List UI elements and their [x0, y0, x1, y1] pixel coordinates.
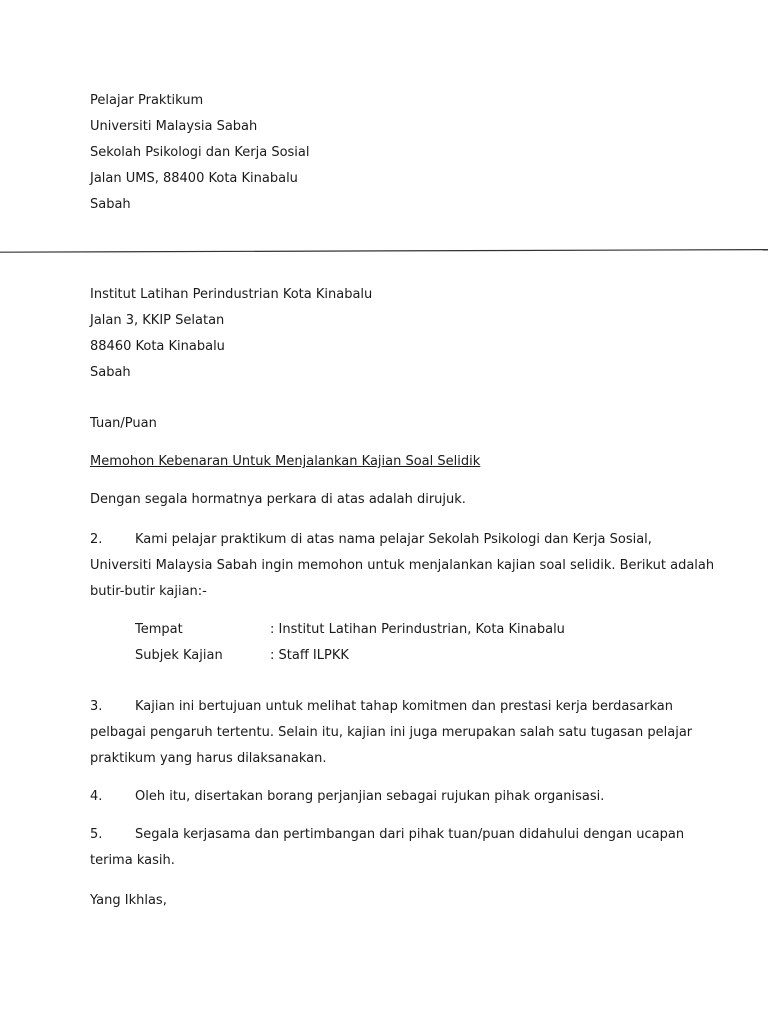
closing: Yang Ikhlas,	[90, 893, 167, 908]
detail-value: : Staff ILPKK	[270, 648, 349, 663]
recipient-line-3: 88460 Kota Kinabalu	[90, 339, 225, 354]
recipient-line-2: Jalan 3, KKIP Selatan	[90, 313, 225, 328]
paragraph-number: 5.	[90, 827, 103, 842]
detail-label: Subjek Kajian	[135, 648, 223, 663]
paragraph-4-line-1: Oleh itu, disertakan borang perjanjian sebagai rujukan pihak organisasi.	[135, 789, 605, 804]
paragraph-number: 3.	[90, 699, 103, 714]
letter-subject: Memohon Kebenaran Untuk Menjalankan Kajian Soal Selidik	[90, 454, 481, 469]
detail-value: : Institut Latihan Perindustrian, Kota Kinabalu	[270, 622, 565, 637]
sender-line-1: Pelajar Praktikum	[90, 93, 204, 108]
paragraph-5-line-1: Segala kerjasama dan pertimbangan dari pihak tuan/puan didahului dengan ucapan	[135, 827, 685, 842]
paragraph-2-line-1: Kami pelajar praktikum di atas nama pelajar Sekolah Psikologi dan Kerja Sosial,	[135, 532, 652, 547]
opening-paragraph: Dengan segala hormatnya perkara di atas adalah dirujuk.	[90, 492, 466, 507]
header-divider	[0, 248, 768, 254]
recipient-line-4: Sabah	[90, 365, 131, 380]
sender-line-4: Jalan UMS, 88400 Kota Kinabalu	[90, 171, 298, 186]
sender-line-3: Sekolah Psikologi dan Kerja Sosial	[90, 145, 310, 160]
sender-line-5: Sabah	[90, 197, 131, 212]
paragraph-5-line-2: terima kasih.	[90, 853, 175, 868]
paragraph-number: 4.	[90, 789, 103, 804]
detail-label: Tempat	[135, 622, 183, 637]
paragraph-3-line-1: Kajian ini bertujuan untuk melihat tahap komitmen dan prestasi kerja berdasarkan	[135, 699, 673, 714]
paragraph-3-line-2: pelbagai pengaruh tertentu. Selain itu, kajian ini juga merupakan salah satu tugasan pelajar	[90, 725, 693, 740]
paragraph-2-line-2: Universiti Malaysia Sabah ingin memohon untuk menjalankan kajian soal selidik. Berikut adalah	[90, 558, 715, 573]
salutation: Tuan/Puan	[90, 416, 157, 431]
recipient-line-1: Institut Latihan Perindustrian Kota Kinabalu	[90, 287, 373, 302]
paragraph-number: 2.	[90, 532, 103, 547]
paragraph-3-line-3: praktikum yang harus dilaksanakan.	[90, 751, 327, 766]
sender-line-2: Universiti Malaysia Sabah	[90, 119, 258, 134]
paragraph-2-line-3: butir-butir kajian:-	[90, 584, 207, 599]
